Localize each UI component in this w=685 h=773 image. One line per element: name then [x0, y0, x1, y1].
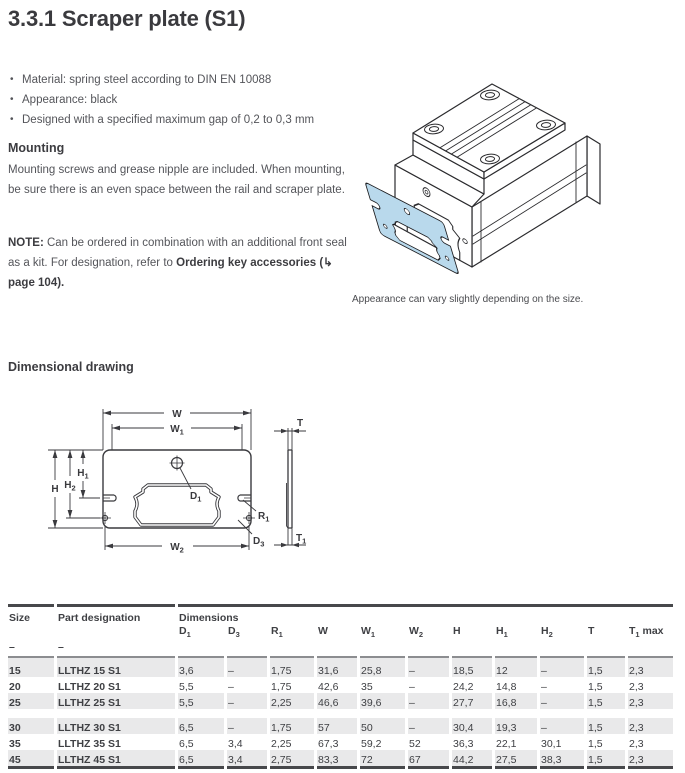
table-cell: 1,5 [587, 658, 625, 677]
table-row [8, 734, 673, 750]
table-cell: 31,6 [317, 658, 357, 677]
table-cell: – [541, 681, 547, 693]
dimensional-drawing-heading: Dimensional drawing [8, 360, 134, 374]
dim-label-d3: $D_3$ [253, 536, 265, 549]
plate-side-view [287, 450, 293, 528]
table-cell: – [228, 681, 234, 693]
carriage-block [395, 84, 600, 267]
bullet-text: Designed with a specified maximum gap of 0,2 to 0,3 mm [22, 114, 315, 126]
table-section [8, 604, 679, 769]
table-cell: 2,3 [628, 693, 673, 709]
dimensions-table [5, 604, 676, 769]
list-item [10, 110, 358, 130]
dim-label-r1: $R_1$ [258, 511, 270, 524]
dim-label-h1: $H_1$ [77, 468, 89, 481]
table-body [8, 658, 673, 769]
table-cell: LLTHZ 25 S1 [57, 693, 175, 709]
table-row [8, 693, 673, 709]
table-cell: – [540, 718, 584, 734]
table-cell: 52 [409, 738, 421, 750]
column-header-part: Part designation [57, 604, 175, 624]
table-cell: – [408, 658, 449, 677]
table-cell: 2,75 [270, 750, 314, 769]
table-cell: 1,75 [270, 718, 314, 734]
plate-front-view [99, 450, 255, 528]
mounting-paragraph: Mounting screws and grease nipple are included. When mounting, be sure there is an even space between the rail and scraper plate. [8, 164, 345, 196]
table-cell: 30 [8, 718, 54, 734]
list-item [10, 90, 358, 110]
table-header-row [8, 604, 673, 624]
table-cell: 6,5 [179, 738, 194, 750]
table-cell: – [227, 693, 267, 709]
table-cell: – [408, 693, 449, 709]
column-header-dimensions: Dimensions [178, 604, 673, 624]
table-cell: 72 [360, 750, 405, 769]
table-cell: 44,2 [452, 750, 492, 769]
mounting-heading: Mounting [8, 141, 65, 155]
table-cell: LLTHZ 30 S1 [57, 718, 175, 734]
table-cell: 2,3 [628, 718, 673, 734]
table-cell: 1,5 [587, 693, 625, 709]
column-header-size: Size [8, 604, 54, 624]
table-cell: 2,3 [628, 750, 673, 769]
units-cell: – [57, 639, 175, 658]
table-cell: 14,8 [496, 681, 517, 693]
table-cell: – [408, 718, 449, 734]
units-cell: – [8, 639, 54, 658]
column-header: $T_1$ max [629, 625, 664, 639]
dim-label-w: W [172, 409, 182, 420]
table-cell: 2,25 [270, 693, 314, 709]
column-header: $H_1$ [496, 625, 508, 639]
table-cell: 38,3 [540, 750, 584, 769]
table-row [8, 677, 673, 693]
dimensional-drawing [10, 393, 360, 588]
bullet-icon: • [10, 114, 14, 125]
table-cell: 5,5 [179, 681, 194, 693]
table-cell: 1,5 [588, 681, 603, 693]
column-header: T [588, 625, 595, 637]
table-cell: 39,6 [360, 693, 405, 709]
table-cell: 67,3 [318, 738, 339, 750]
table-cell: 5,5 [178, 693, 224, 709]
list-item [10, 70, 358, 90]
table-cell: LLTHZ 45 S1 [57, 750, 175, 769]
page-title: 3.3.1 Scraper plate (S1) [8, 6, 246, 31]
note-text: Can be ordered in combination with an additional front seal as a kit. For designation, refer to [8, 237, 347, 269]
table-cell: 2,3 [629, 738, 644, 750]
table-cell: 1,75 [270, 658, 314, 677]
bullet-text: Material: spring steel according to DIN EN 10088 [22, 74, 272, 86]
dim-label-w2: $W_2$ [170, 542, 184, 555]
table-cell: 3,6 [178, 658, 224, 677]
table-cell: 25 [8, 693, 54, 709]
table-cell: 1,5 [587, 718, 625, 734]
dim-label-h2: $H_2$ [64, 480, 76, 493]
table-cell: – [227, 718, 267, 734]
dim-header-row [8, 624, 673, 639]
table-cell: 45 [8, 750, 54, 769]
note-paragraph [8, 233, 358, 293]
block-far-end-face [587, 136, 600, 204]
table-cell: – [540, 658, 584, 677]
table-cell: 3,4 [228, 738, 243, 750]
feature-list [10, 70, 358, 130]
table-cell: 1,75 [271, 681, 292, 693]
table-cell: 25,8 [360, 658, 405, 677]
table-cell: LLTHZ 35 S1 [58, 738, 121, 750]
table-cell: 18,5 [452, 658, 492, 677]
table-cell: – [409, 681, 415, 693]
table-cell: 30,4 [452, 718, 492, 734]
table-cell: 20 [9, 681, 21, 693]
dim-label-t: T [297, 418, 304, 429]
table-cell: 46,6 [317, 693, 357, 709]
table-cell: 30,1 [541, 738, 562, 750]
table-cell: LLTHZ 20 S1 [58, 681, 121, 693]
column-header: W [318, 625, 328, 637]
table-cell: 2,3 [629, 681, 644, 693]
table-cell: 1,5 [588, 738, 603, 750]
column-header: $R_1$ [271, 625, 283, 639]
table-cell: 6,5 [178, 718, 224, 734]
column-header: $H_2$ [541, 625, 553, 639]
column-header: $D_1$ [179, 625, 191, 639]
table-cell: 1,5 [587, 750, 625, 769]
table-cell: 2,25 [271, 738, 292, 750]
ordering-key-link[interactable]: Ordering key accessories (↳ page 104). [8, 257, 333, 289]
table-cell: LLTHZ 15 S1 [57, 658, 175, 677]
table-cell: 12 [495, 658, 537, 677]
table-cell: 83,3 [317, 750, 357, 769]
table-cell: 50 [360, 718, 405, 734]
table-cell: 16,8 [495, 693, 537, 709]
dim-label-h: H [51, 484, 59, 495]
table-cell: 22,1 [496, 738, 517, 750]
table-cell: 36,3 [453, 738, 474, 750]
table-cell: 24,2 [453, 681, 474, 693]
table-cell: 57 [317, 718, 357, 734]
table-cell: 59,2 [361, 738, 382, 750]
table-cell: 35 [9, 738, 21, 750]
bullet-text: Appearance: black [22, 94, 118, 106]
table-row [8, 750, 673, 769]
table-cell: 27,7 [452, 693, 492, 709]
group-spacer [8, 709, 673, 718]
table-cell: 6,5 [178, 750, 224, 769]
column-header: $W_2$ [409, 625, 424, 639]
dim-label-t1: $T_1$ [296, 533, 307, 546]
units-row [8, 639, 673, 658]
table-row [8, 718, 673, 734]
table-cell: 15 [8, 658, 54, 677]
figure-caption: Appearance can vary slightly depending on the size. [352, 294, 584, 305]
table-cell: 3,4 [227, 750, 267, 769]
table-cell: 2,3 [628, 658, 673, 677]
dim-label-w1: $W_1$ [170, 424, 184, 437]
column-header: $D_3$ [228, 625, 240, 639]
dim-label-d1: $D_1$ [190, 491, 202, 504]
table-cell: – [540, 693, 584, 709]
table-cell: 19,3 [495, 718, 537, 734]
carriage-illustration [350, 70, 685, 292]
table-cell: 35 [361, 681, 373, 693]
bullet-icon: • [10, 94, 14, 105]
note-label: NOTE: [8, 237, 44, 249]
table-cell: 67 [408, 750, 449, 769]
table-cell: 42,6 [318, 681, 339, 693]
table-cell: 27,5 [495, 750, 537, 769]
column-header: $W_1$ [361, 625, 376, 639]
table-cell: – [227, 658, 267, 677]
table-row [8, 658, 673, 677]
column-header: H [453, 625, 461, 637]
bullet-icon: • [10, 74, 14, 85]
